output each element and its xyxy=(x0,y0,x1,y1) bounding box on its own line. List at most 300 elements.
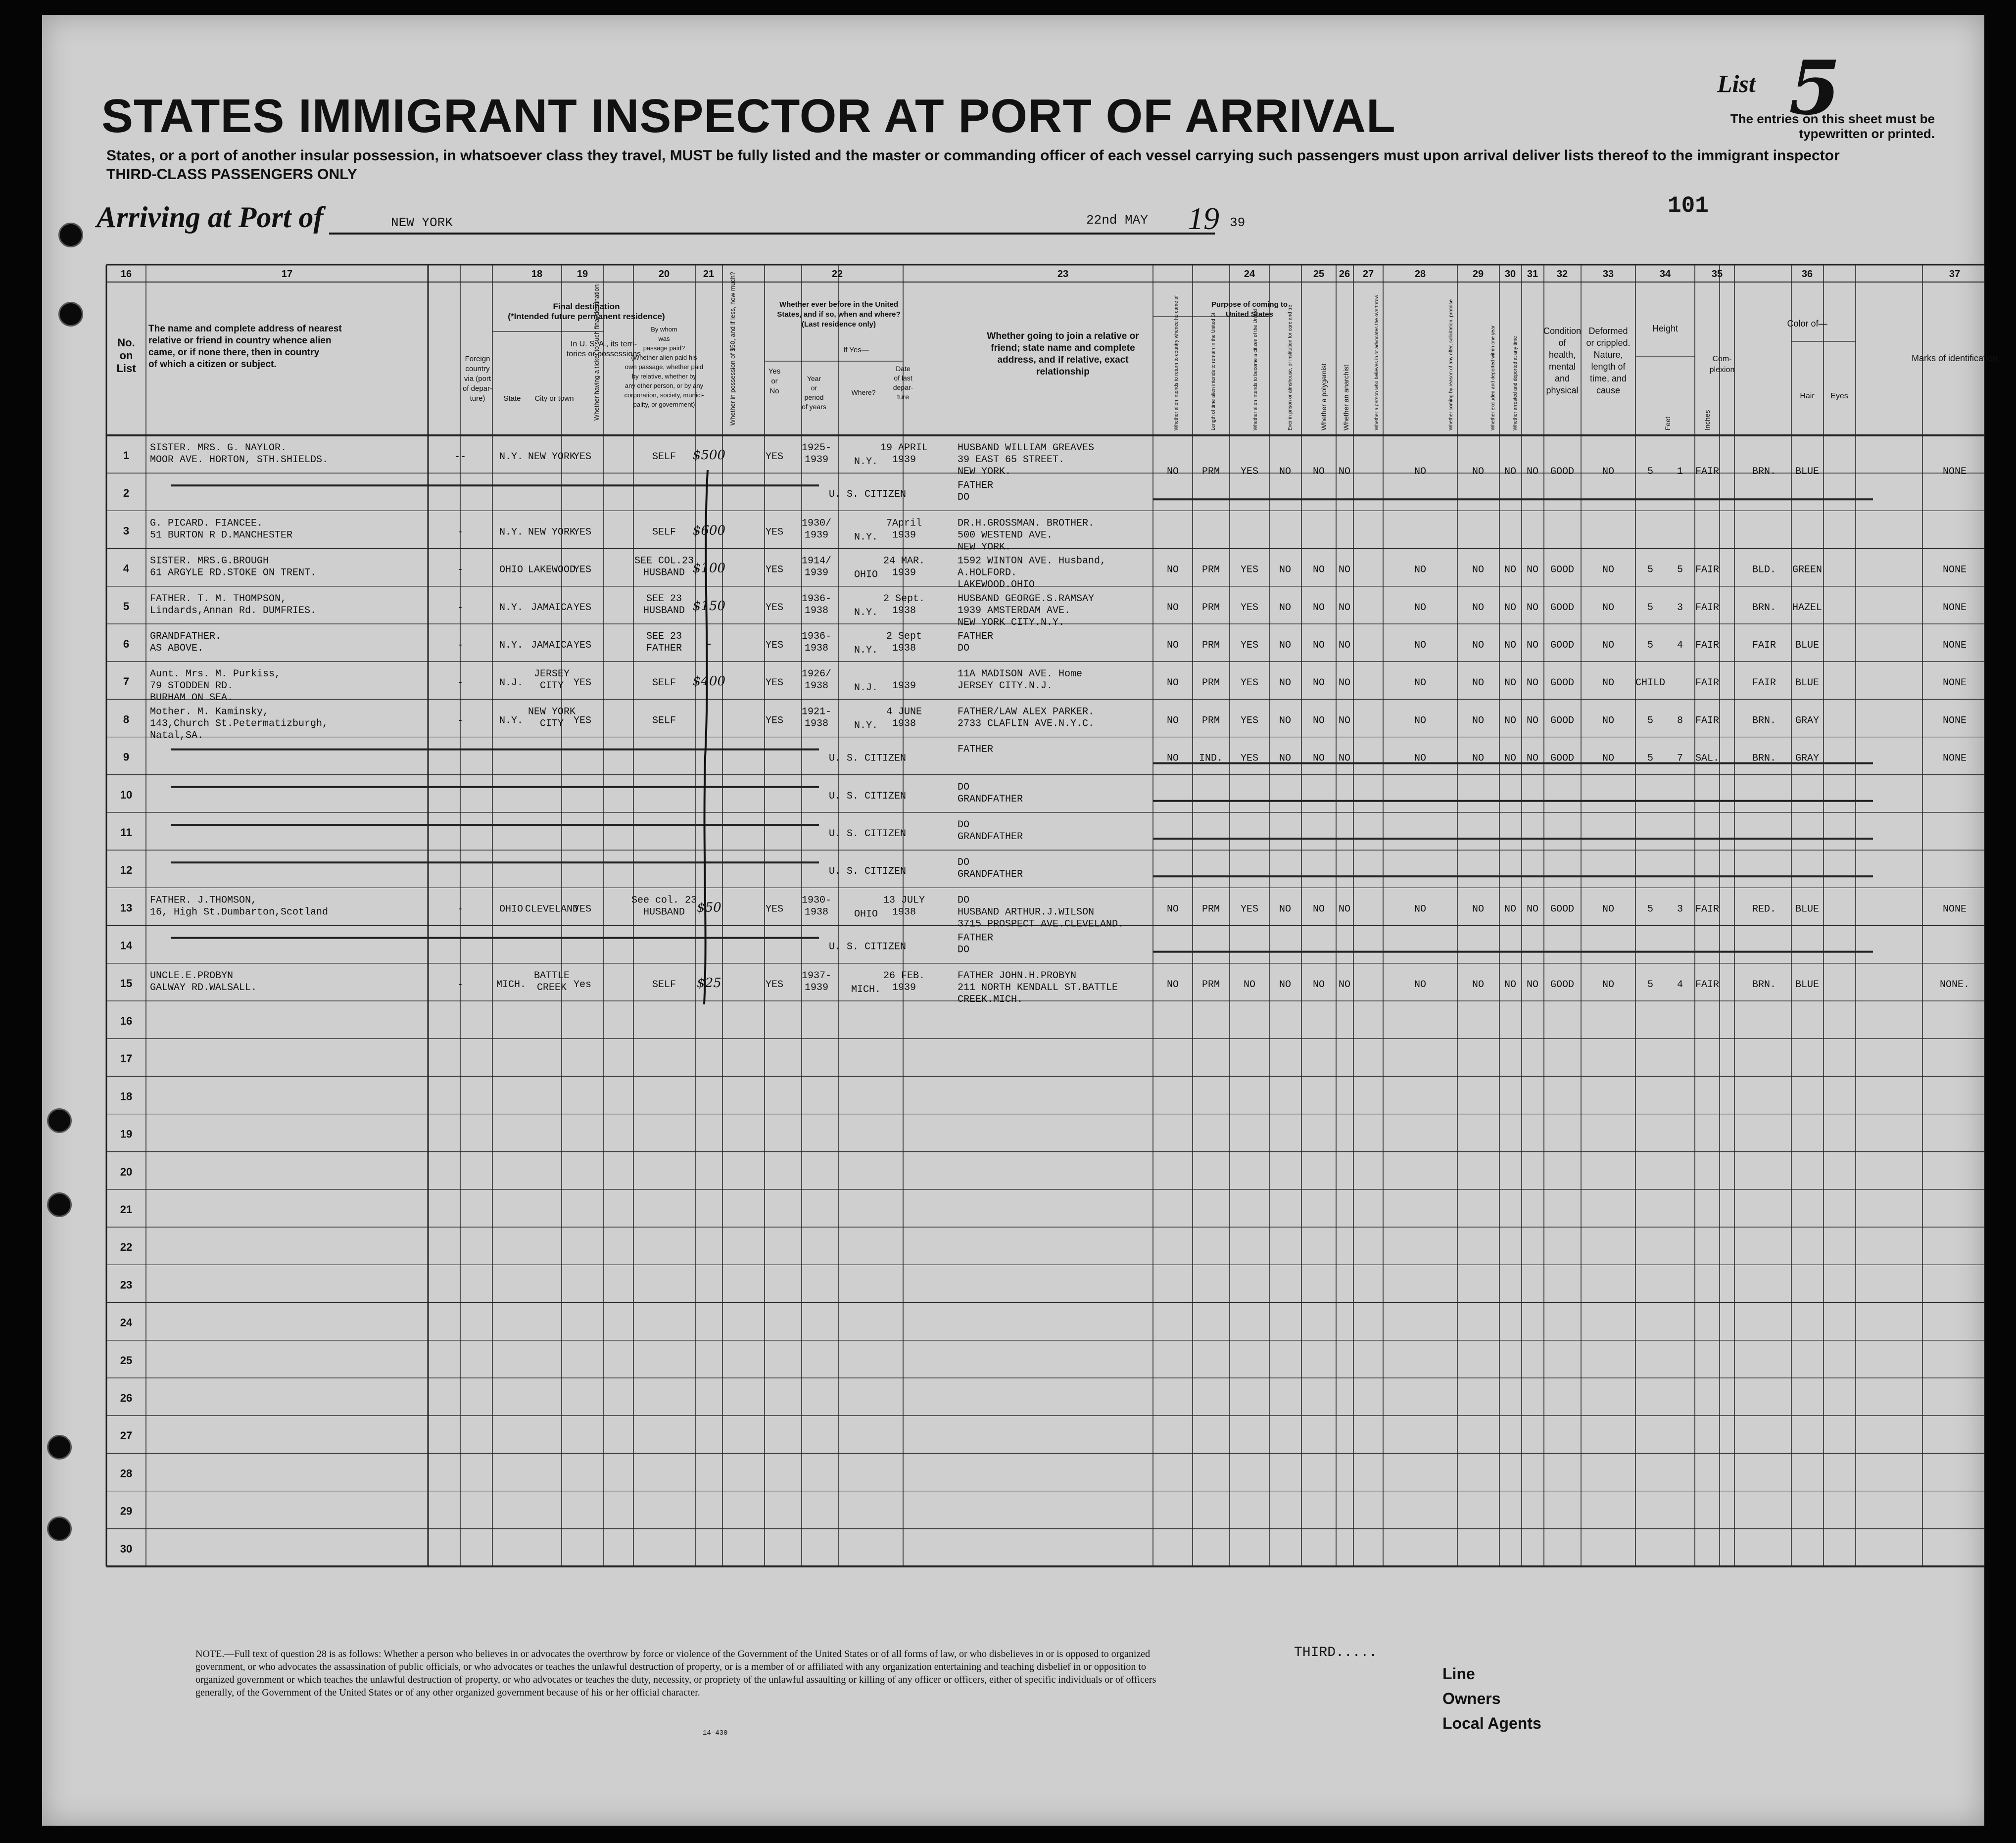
cell-c31: NO xyxy=(1526,979,1539,991)
cell-eyes: BLUE xyxy=(1795,677,1820,689)
relative-address: Lindards,Annan Rd. DUMFRIES. xyxy=(150,605,317,616)
cell-hair: FAIR xyxy=(1752,677,1776,689)
joining-relative: 3715 PROSPECT AVE.CLEVELAND. xyxy=(958,918,1124,930)
last-departure: 1939 xyxy=(892,567,916,579)
column-header: pality, or government) xyxy=(633,401,695,408)
column-number: 34 xyxy=(1659,269,1671,280)
cell-feet: 5 xyxy=(1647,602,1654,614)
last-departure: 1939 xyxy=(892,529,916,541)
cell-marks: NONE xyxy=(1942,564,1967,576)
column-header: Nature, xyxy=(1593,350,1623,360)
cell-c25: NO xyxy=(1279,903,1292,915)
column-header: of which a citizen or subject. xyxy=(148,359,277,370)
ticket: YES xyxy=(573,526,592,538)
binder-hole xyxy=(47,1192,72,1217)
column-header: of last xyxy=(894,374,912,382)
column-number: 29 xyxy=(1472,269,1484,280)
line-label: Line xyxy=(1442,1665,1475,1683)
cell-c25: NO xyxy=(1279,677,1292,689)
row-number: 24 xyxy=(120,1316,133,1329)
row-number: 15 xyxy=(120,977,133,990)
cell-health: GOOD xyxy=(1550,979,1575,991)
destination-city: JERSEY xyxy=(533,668,570,680)
cell-c28: NO xyxy=(1414,979,1427,991)
ticket: YES xyxy=(573,715,592,727)
destination-state: N.J. xyxy=(499,677,524,689)
joining-relative: NEW YORK. xyxy=(958,466,1011,477)
passage-paid: SELF xyxy=(652,451,676,463)
passage-paid: SELF xyxy=(652,677,676,689)
row-number: 20 xyxy=(120,1165,133,1178)
cell-marks: NONE xyxy=(1942,715,1967,727)
row-number: 18 xyxy=(120,1090,133,1103)
cell-c28: NO xyxy=(1414,466,1427,477)
cell-p-c: YES xyxy=(1240,602,1259,614)
cell-c26: NO xyxy=(1312,640,1325,651)
cell-inches: 7 xyxy=(1677,753,1683,764)
cell-p-a: NO xyxy=(1166,753,1179,764)
previously-in-us: YES xyxy=(765,677,784,689)
local-agents-label: Local Agents xyxy=(1442,1714,1541,1732)
cell-c31: NO xyxy=(1526,640,1539,651)
column-header: health, xyxy=(1548,350,1576,360)
class-indicator: THIRD..... xyxy=(1294,1645,1378,1660)
last-departure: 7April xyxy=(886,518,922,529)
cell-health: GOOD xyxy=(1550,466,1575,477)
cell-feet: 5 xyxy=(1647,640,1654,651)
cell-health: GOOD xyxy=(1550,677,1575,689)
column-header: of xyxy=(1558,338,1566,348)
row-number: 4 xyxy=(123,562,130,575)
cell-c30: NO xyxy=(1504,564,1517,576)
cell-c26: NO xyxy=(1312,564,1325,576)
foreign-country: - xyxy=(457,903,464,915)
column-header: Marks of identification xyxy=(1911,353,1998,363)
last-departure: 1938 xyxy=(892,605,916,616)
relative-address: G. PICARD. FIANCEE. xyxy=(150,518,263,529)
column-header: Whether an anarchist xyxy=(1342,364,1350,430)
joining-relative: HUSBAND GEORGE.S.RAMSAY xyxy=(958,593,1095,605)
joining-relative: 1939 AMSTERDAM AVE. xyxy=(958,605,1071,616)
cell-c27: NO xyxy=(1338,677,1351,689)
last-departure: 4 JUNE xyxy=(886,706,922,718)
relative-address: SISTER. MRS.G.BROUGH xyxy=(150,555,269,567)
cell-c25: NO xyxy=(1279,564,1292,576)
binder-hole xyxy=(58,302,83,327)
cell-marks: NONE. xyxy=(1939,979,1970,991)
column-header: relative or friend in country whence alien xyxy=(148,335,332,346)
column-number: 22 xyxy=(831,269,843,280)
row-number: 29 xyxy=(120,1505,133,1517)
cell-p-c: YES xyxy=(1240,903,1259,915)
list-number: 5 xyxy=(1789,45,1841,132)
period-years: 1921- xyxy=(801,706,832,718)
last-residence: N.Y. xyxy=(854,456,878,468)
cell-p-c: YES xyxy=(1240,715,1259,727)
column-header: own passage, whether paid xyxy=(624,363,704,371)
citizen-note: U. S. CITIZEN xyxy=(829,828,907,840)
column-header: Whether ever before in the United xyxy=(779,300,899,309)
column-header: Whether alien intends to become a citizen of the United xyxy=(1253,309,1258,430)
period-years: 1938 xyxy=(804,718,829,730)
cell-p-a: NO xyxy=(1166,903,1179,915)
money-amount: $500 xyxy=(692,448,726,463)
last-departure: 19 APRIL xyxy=(880,442,928,454)
column-header: or xyxy=(771,377,778,385)
passage-paid: SEE 23 xyxy=(646,593,682,605)
destination-state: N.Y. xyxy=(499,640,524,651)
column-header: Com- xyxy=(1712,355,1732,363)
joining-relative: DO xyxy=(958,643,970,654)
passage-paid: FATHER xyxy=(646,643,682,654)
column-header: Deformed xyxy=(1588,326,1628,336)
joining-relative: LAKEWOOD.OHIO xyxy=(958,579,1035,591)
column-header: came, or if none there, then in country xyxy=(148,347,320,358)
joining-relative: FATHER xyxy=(958,932,994,944)
cell-deformed: NO xyxy=(1602,602,1615,614)
last-departure: 24 MAR. xyxy=(883,555,925,567)
column-header: Whether coming by reason of any offer, solicitation, promise xyxy=(1448,299,1454,430)
cell-c27: NO xyxy=(1338,715,1351,727)
column-header: time, and xyxy=(1589,374,1627,383)
column-header: physical xyxy=(1546,385,1579,395)
column-number: 30 xyxy=(1504,269,1516,280)
column-number: 32 xyxy=(1556,269,1568,280)
typewritten-note: The entries on this sheet must be typewritten or printed. xyxy=(1730,111,1935,141)
date-underline xyxy=(859,233,1215,235)
cell-c27: NO xyxy=(1338,602,1351,614)
last-departure: 2 Sept. xyxy=(883,593,925,605)
row-number: 27 xyxy=(120,1429,133,1442)
money-amount: $150 xyxy=(692,598,726,614)
cell-hair: RED. xyxy=(1752,903,1776,915)
cell-p-b: PRM xyxy=(1201,564,1220,576)
row-number: 22 xyxy=(120,1241,133,1254)
column-number: 18 xyxy=(531,269,543,280)
column-header: Hair xyxy=(1800,392,1815,400)
cell-hair: BRN. xyxy=(1752,715,1776,727)
cell-p-b: PRM xyxy=(1201,602,1220,614)
period-years: 1914/ xyxy=(801,555,832,567)
cell-eyes: GRAY xyxy=(1795,753,1820,764)
cell-c27: NO xyxy=(1338,564,1351,576)
row-number: 14 xyxy=(120,939,133,952)
relative-address: 51 BURTON R D.MANCHESTER xyxy=(150,529,293,541)
table-grid xyxy=(42,15,1998,1826)
ticket: Yes xyxy=(573,979,592,991)
column-header: Foreign xyxy=(465,355,490,363)
cell-c31: NO xyxy=(1526,903,1539,915)
row-number: 23 xyxy=(120,1278,133,1291)
column-header: length of xyxy=(1591,362,1626,372)
cell-c31: NO xyxy=(1526,715,1539,727)
passage-paid: SEE 23 xyxy=(646,631,682,642)
joining-relative: 39 EAST 65 STREET. xyxy=(958,454,1065,466)
class-line: THIRD-CLASS PASSENGERS ONLY xyxy=(106,166,357,183)
cell-c30: NO xyxy=(1504,715,1517,727)
joining-relative: 2733 CLAFLIN AVE.N.Y.C. xyxy=(958,718,1095,730)
cell-p-a: NO xyxy=(1166,602,1179,614)
column-header: States, and if so, when and where? xyxy=(777,310,901,319)
relative-address: 79 STODDEN RD. xyxy=(150,680,234,692)
column-header: City or town xyxy=(534,394,574,403)
cell-p-a: NO xyxy=(1166,715,1179,727)
cell-c25: NO xyxy=(1279,753,1292,764)
row-number: 11 xyxy=(120,826,132,839)
column-header: Whether a person who believes in or advocates the overthrow xyxy=(1374,294,1380,430)
page-title: STATES IMMIGRANT INSPECTOR AT PORT OF ARRIVAL xyxy=(101,90,1396,142)
relative-address: BURHAM ON SEA. xyxy=(150,692,234,704)
joining-relative: DR.H.GROSSMAN. BROTHER. xyxy=(958,518,1095,529)
period-years: 1939 xyxy=(804,982,829,993)
row-number: 30 xyxy=(120,1542,133,1555)
column-header: friend; state name and complete xyxy=(991,343,1135,353)
cell-c29: NO xyxy=(1472,753,1485,764)
column-number: 20 xyxy=(658,269,670,280)
relative-address: Natal,SA. xyxy=(150,730,204,742)
cell-complexion: FAIR xyxy=(1695,640,1720,651)
last-departure: 13 JULY xyxy=(883,895,925,906)
destination-state: N.Y. xyxy=(499,602,524,614)
last-residence: OHIO xyxy=(854,569,878,581)
column-header: Whether having a ticket to such final destination xyxy=(593,284,600,421)
port-underline xyxy=(329,233,873,235)
passage-paid: HUSBAND xyxy=(643,605,685,616)
cell-eyes: BLUE xyxy=(1795,640,1820,651)
cell-health: GOOD xyxy=(1550,640,1575,651)
joining-relative: DO xyxy=(958,492,970,504)
relative-address: MOOR AVE. HORTON, STH.SHIELDS. xyxy=(150,454,329,466)
foreign-country: - xyxy=(457,715,464,727)
column-header: of depar- xyxy=(462,384,493,393)
row-number: 26 xyxy=(120,1392,133,1404)
destination-city: JAMAICA xyxy=(530,602,573,614)
column-header: List xyxy=(116,362,136,375)
joining-relative: A.HOLFORD. xyxy=(958,567,1017,579)
cell-hair: BLD. xyxy=(1752,564,1776,576)
cell-p-c: YES xyxy=(1240,640,1259,651)
foreign-country: - xyxy=(457,602,464,614)
cell-p-a: NO xyxy=(1166,466,1179,477)
last-departure: 26 FEB. xyxy=(883,970,925,982)
cell-c26: NO xyxy=(1312,602,1325,614)
destination-state: OHIO xyxy=(499,564,524,576)
cell-p-b: PRM xyxy=(1201,466,1220,477)
column-header: Height xyxy=(1652,324,1679,333)
cell-p-c: YES xyxy=(1240,564,1259,576)
cell-deformed: NO xyxy=(1602,564,1615,576)
column-header: The name and complete address of nearest xyxy=(148,324,342,334)
citizen-note: U. S. CITIZEN xyxy=(829,790,907,802)
column-header: No. xyxy=(117,336,135,349)
last-departure: 2 Sept xyxy=(886,631,922,642)
cell-c31: NO xyxy=(1526,602,1539,614)
passage-paid: HUSBAND xyxy=(643,906,685,918)
previously-in-us: YES xyxy=(765,715,784,727)
destination-state: N.Y. xyxy=(499,526,524,538)
cell-p-b: PRM xyxy=(1201,979,1220,991)
column-header: via (port xyxy=(464,375,491,383)
row-number: 25 xyxy=(120,1354,133,1367)
previously-in-us: YES xyxy=(765,979,784,991)
relative-address: GALWAY RD.WALSALL. xyxy=(150,982,257,993)
binder-hole xyxy=(47,1108,72,1133)
joining-relative: NEW YORK CITY.N.Y. xyxy=(958,616,1065,628)
joining-relative: DO xyxy=(958,944,970,956)
cell-c29: NO xyxy=(1472,677,1485,689)
joining-relative: JERSEY CITY.N.J. xyxy=(958,680,1053,692)
row-number: 21 xyxy=(120,1203,133,1216)
citizen-note: U. S. CITIZEN xyxy=(829,941,907,953)
cell-health: GOOD xyxy=(1550,602,1575,614)
column-header: and xyxy=(1554,374,1570,383)
cell-p-b: IND. xyxy=(1199,753,1223,764)
relative-address: Mother. M. Kaminsky, xyxy=(150,706,269,718)
list-label: List xyxy=(1717,70,1756,97)
relative-address: GRANDFATHER. xyxy=(150,631,222,642)
period-years: 1938 xyxy=(804,906,829,918)
cell-c30: NO xyxy=(1504,466,1517,477)
relative-address: AS ABOVE. xyxy=(150,643,204,654)
cell-feet: 5 xyxy=(1647,753,1654,764)
column-header: In U. S. A., its terri- xyxy=(570,340,637,348)
column-header: period xyxy=(804,393,824,401)
previously-in-us: YES xyxy=(765,564,784,576)
cell-p-a: NO xyxy=(1166,564,1179,576)
column-header: (Last residence only) xyxy=(801,320,876,329)
cell-c28: NO xyxy=(1414,677,1427,689)
cell-c30: NO xyxy=(1504,602,1517,614)
last-residence: OHIO xyxy=(854,908,878,920)
relative-address: UNCLE.E.PROBYN xyxy=(150,970,234,982)
cell-c31: NO xyxy=(1526,753,1539,764)
cell-c28: NO xyxy=(1414,640,1427,651)
cell-c28: NO xyxy=(1414,903,1427,915)
period-years: 1930- xyxy=(801,895,832,906)
last-residence: N.J. xyxy=(854,682,878,694)
passage-paid: See col. 23 xyxy=(631,895,697,906)
form-number: 14—430 xyxy=(703,1729,728,1737)
manifest-sheet xyxy=(42,15,1998,1826)
column-header: Whether alien intends to return to country whence he came af xyxy=(1174,295,1179,430)
cell-hair: FAIR xyxy=(1752,640,1776,651)
cell-health: GOOD xyxy=(1550,903,1575,915)
column-header: was xyxy=(658,335,670,342)
ticket: YES xyxy=(573,677,592,689)
row-number: 5 xyxy=(123,600,130,613)
destination-city: NEW YORK xyxy=(528,706,576,718)
last-residence: N.Y. xyxy=(854,531,878,543)
cell-p-c: YES xyxy=(1240,753,1259,764)
joining-relative: 211 NORTH KENDALL ST.BATTLE xyxy=(958,982,1118,993)
cell-feet: 5 xyxy=(1647,466,1654,477)
column-header: No xyxy=(769,387,779,395)
cell-marks: NONE xyxy=(1942,640,1967,651)
joining-relative: HUSBAND ARTHUR.J.WILSON xyxy=(958,906,1095,918)
money-amount: $600 xyxy=(692,523,726,538)
joining-relative: HUSBAND WILLIAM GREAVES xyxy=(958,442,1095,454)
row-number: 8 xyxy=(123,713,130,726)
column-number: 24 xyxy=(1244,269,1255,280)
last-departure: 1939 xyxy=(892,982,916,993)
citizen-note: U. S. CITIZEN xyxy=(829,753,907,764)
cell-eyes: BLUE xyxy=(1795,903,1820,915)
row-number: 13 xyxy=(120,901,133,914)
last-residence: N.Y. xyxy=(854,607,878,618)
column-header: Whether arrested and deported at any time xyxy=(1513,336,1518,430)
destination-city: LAKEWOOD xyxy=(528,564,576,576)
column-header: country xyxy=(465,365,490,373)
cell-inches: 3 xyxy=(1677,602,1683,614)
cell-deformed: NO xyxy=(1602,677,1615,689)
last-residence: N.Y. xyxy=(854,720,878,732)
row-number: 1 xyxy=(123,449,130,462)
ticket: YES xyxy=(573,903,592,915)
previously-in-us: YES xyxy=(765,451,784,463)
cell-inches: 1 xyxy=(1677,466,1683,477)
cell-inches: 4 xyxy=(1677,640,1683,651)
cell-marks: NONE xyxy=(1942,466,1967,477)
cell-c26: NO xyxy=(1312,715,1325,727)
cell-marks: NONE xyxy=(1942,602,1967,614)
relative-address: FATHER. T. M. THOMPSON, xyxy=(150,593,287,605)
money-amount: $25 xyxy=(697,975,721,991)
cell-health: GOOD xyxy=(1550,564,1575,576)
period-years: 1926/ xyxy=(801,668,832,680)
column-header: (*Intended future permanent residence) xyxy=(508,312,665,321)
cell-p-b: PRM xyxy=(1201,677,1220,689)
cell-p-c: YES xyxy=(1240,466,1259,477)
column-header: (Whether alien paid his xyxy=(631,354,697,361)
column-header: By whom xyxy=(651,326,677,333)
cell-eyes: BLUE xyxy=(1795,466,1820,477)
cell-c26: NO xyxy=(1312,979,1325,991)
year-value: 39 xyxy=(1230,215,1246,230)
date-value: 22nd MAY xyxy=(1086,213,1148,228)
row-number: 6 xyxy=(123,638,130,650)
cell-c29: NO xyxy=(1472,903,1485,915)
joining-relative: GRANDFATHER xyxy=(958,793,1023,805)
cell-c30: NO xyxy=(1504,640,1517,651)
column-number: 28 xyxy=(1414,269,1426,280)
column-header: of years xyxy=(802,403,826,411)
cell-p-a: NO xyxy=(1166,640,1179,651)
cell-marks: NONE xyxy=(1942,677,1967,689)
year-prefix: 19 xyxy=(1188,201,1219,236)
previously-in-us: YES xyxy=(765,602,784,614)
last-departure: 1939 xyxy=(892,454,916,466)
foreign-country: - xyxy=(457,526,464,538)
cell-c28: NO xyxy=(1414,753,1427,764)
previously-in-us: YES xyxy=(765,903,784,915)
cell-eyes: BLUE xyxy=(1795,979,1820,991)
passage-paid: SELF xyxy=(652,979,676,991)
column-header: Whether going to join a relative or xyxy=(987,331,1139,341)
cell-complexion: FAIR xyxy=(1695,466,1720,477)
row-number: 12 xyxy=(120,864,133,877)
joining-relative: FATHER xyxy=(958,480,994,492)
column-header: Eyes xyxy=(1830,392,1848,400)
cell-c25: NO xyxy=(1279,466,1292,477)
passage-paid: SELF xyxy=(652,526,676,538)
cell-feet: 5 xyxy=(1647,903,1654,915)
cell-c28: NO xyxy=(1414,564,1427,576)
cell-c31: NO xyxy=(1526,466,1539,477)
ticket: YES xyxy=(573,564,592,576)
money-amount: $50 xyxy=(697,900,721,915)
cell-c26: NO xyxy=(1312,903,1325,915)
last-departure: 1939 xyxy=(892,680,916,692)
